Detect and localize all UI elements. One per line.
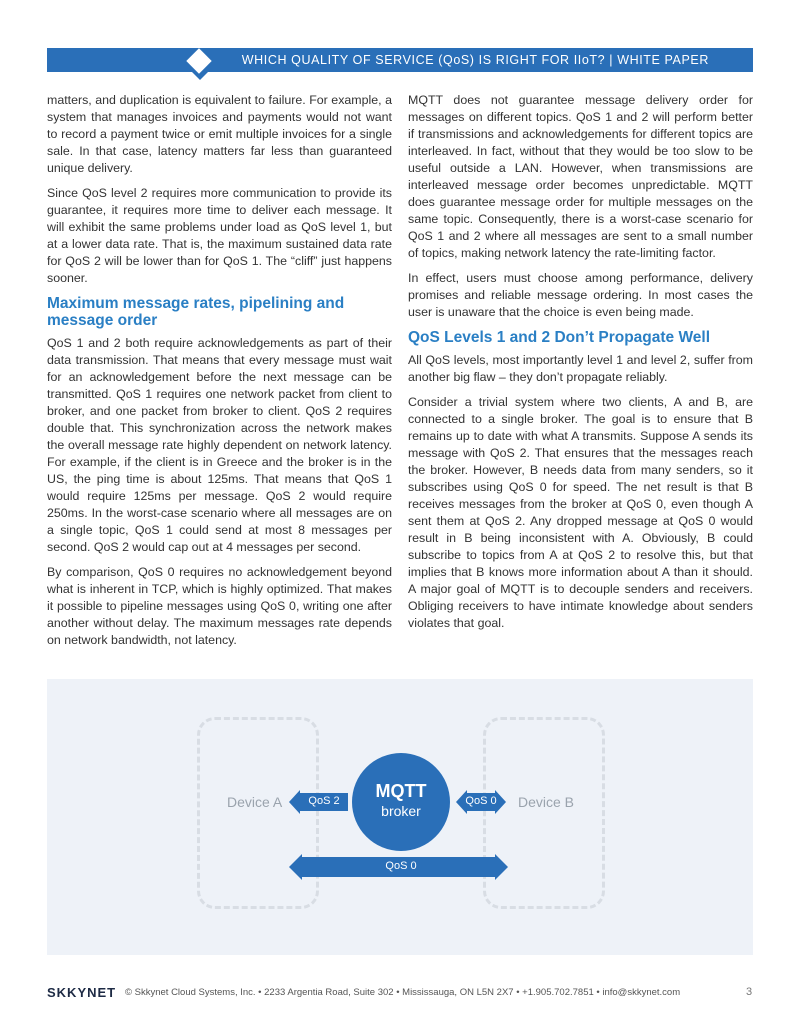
qos-diagram bbox=[47, 679, 753, 955]
right-column bbox=[408, 92, 753, 640]
paragraph: By comparison, QoS 0 requires no acknowledgement beyond what is inherent in TCP, which is highly optimized. That makes it possible to pipeline messages using QoS 0, writing one after another without delay. The maximum messages rate depends on network bandwidth, not latency. bbox=[47, 565, 392, 647]
page-number: 3 bbox=[746, 986, 753, 998]
paragraph: MQTT does not guarantee message delivery order for messages on different topics. QoS 1 and 2 will perform better if transmissions and acknowledgements for different topics are interleaved. In fact, without that they would be too slow to be useful outside a LAN. However, when transmissions are interleaved message order becomes unpredictable. MQTT does guarantee message order for multiple messages on the same topic. Consequently, there is a worst-case scenario for QoS 1 and 2 where all messages are sent to a small number of topics, making network latency the rate-limiting factor. bbox=[408, 93, 753, 260]
paragraph: QoS 1 and 2 both require acknowledgements as part of their data transmission. That means that every message must wait for an acknowledgement before the next message can be transmitted. QoS 1 requires one network packet from client to broker, and one packet from broker to client. QoS 2 requires double that. This synchronization across the network makes the overall message rate highly dependent on network latency. For example, if the client is in Greece and the broker is in the US, the ping time is about 125ms. That means that QoS 1 would require 125ms per message. QoS 2 would require 250ms. In the worst-case scenario where all messages are on a single topic, QoS 1 could send at most 8 messages per second. QoS 2 would cap out at 4 messages per second. bbox=[47, 336, 392, 554]
skkynet-logo: SKKYNET bbox=[47, 985, 117, 1000]
paragraph: In effect, users must choose among performance, delivery promises and reliable message ordering. In most cases the user is unaware that the choice is even being made. bbox=[408, 271, 753, 319]
broker-subtitle: broker bbox=[381, 803, 421, 819]
paragraph: All QoS levels, most importantly level 1 and level 2, suffer from another big flaw – they don’t propagate reliably. bbox=[408, 353, 753, 384]
section-heading: QoS Levels 1 and 2 Don’t Propagate Well bbox=[408, 329, 711, 346]
arrow-qos0-right-label: QoS 0 bbox=[465, 795, 497, 807]
mqtt-broker-circle bbox=[352, 753, 450, 851]
section-heading: Maximum message rates, pipelining and message order bbox=[47, 295, 345, 329]
paragraph: Since QoS level 2 requires more communication to provide its guarantee, it requires more time to deliver each message. It will exhibit the same problems under load as QoS level 1, but at a lower data rate. That is, the maximum sustained data rate for QoS 2 will be lower than for QoS 1. The “cliff” just happens sooner. bbox=[47, 186, 392, 285]
header-bar bbox=[47, 48, 753, 72]
broker-title: MQTT bbox=[375, 781, 427, 801]
paragraph: matters, and duplication is equivalent to failure. For example, a system that manages invoices and payments would not want to record a payment twice or emit multiple invoices for a single sale. In that case, latency matters far less than guaranteed unique delivery. bbox=[47, 93, 392, 175]
footer-address: © Skkynet Cloud Systems, Inc. • 2233 Argentia Road, Suite 302 • Mississauga, ON L5N 2X7 • +1.905.702.7851 • info@skkynet.com bbox=[125, 987, 681, 998]
paragraph: Consider a trivial system where two clients, A and B, are connected to a single broker. The goal is to ensure that B remains up to date with what A transmits. Suppose A sends its message with QoS 2. That ensures that the messages reach the broker. However, B needs data from many senders, so it subscribes using QoS 0 for speed. The net result is that B receives messages from the broker at QoS 0, even though A sent them at QoS 2. Any dropped message at QoS 0 would result in B being inconsistent with A. Obviously, B could subscribe to topics from A at QoS 2 to resolve this, but that implies that B knows more information about A than it should. A major goal of MQTT is to decouple senders and receivers. Obliging receivers to have intimate knowledge about senders violates that goal. bbox=[408, 395, 753, 630]
device-a-label: Device A bbox=[227, 794, 283, 810]
left-column bbox=[47, 92, 392, 657]
header-title: WHICH QUALITY OF SERVICE (QoS) IS RIGHT FOR IIoT? | WHITE PAPER bbox=[241, 53, 709, 67]
device-b-label: Device B bbox=[518, 794, 575, 810]
arrow-qos0-bottom-label: QoS 0 bbox=[385, 860, 417, 872]
arrow-qos2-label: QoS 2 bbox=[308, 795, 340, 807]
